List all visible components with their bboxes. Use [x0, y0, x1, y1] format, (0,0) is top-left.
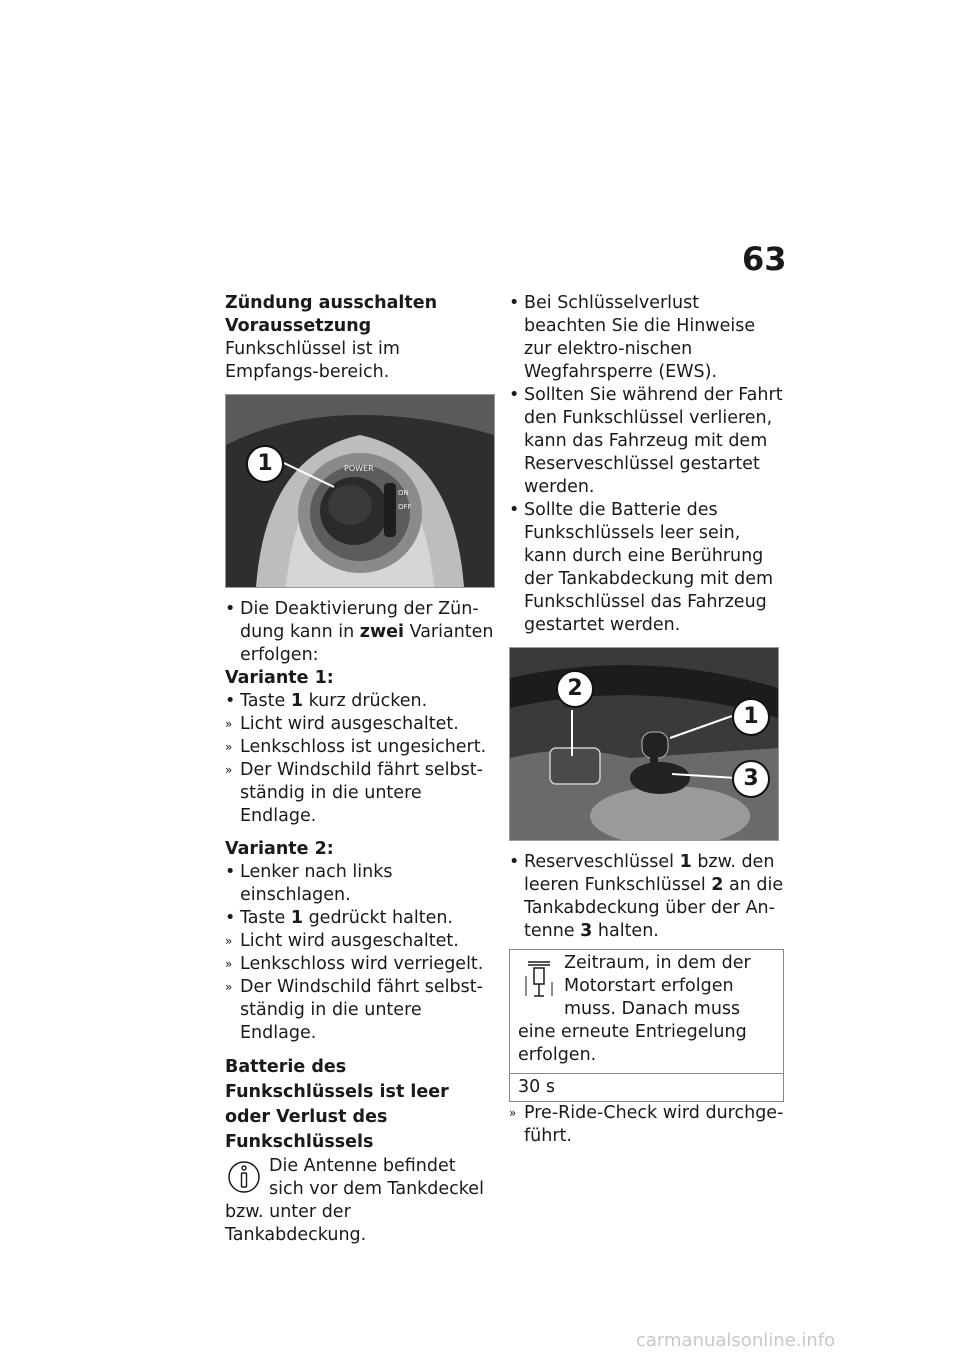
condition-heading: Voraussetzung — [225, 316, 372, 336]
callout-1: 1 — [732, 698, 770, 736]
v1-step-text-end: kurz drücken. — [303, 691, 428, 711]
v2-result: » Licht wird ausgeschaltet. — [225, 930, 495, 953]
page-number: 63 — [742, 240, 787, 278]
note-bullet: • Sollten Sie während der Fahrt den Funkschlüssel verlieren, kann das Fahrzeug mit dem Reserveschlüssel gestartet werden. — [509, 384, 784, 499]
timing-table — [509, 949, 784, 1102]
v2-step-text: Taste — [240, 908, 291, 928]
variant2-heading: Variante 2: — [225, 839, 334, 859]
note-bullet: • Bei Schlüsselverlust beachten Sie die Hinweise zur elektro-nischen Wegfahrsperre (EWS). — [509, 292, 784, 384]
info-icon — [227, 1157, 261, 1195]
timing-description: Zeitraum, in dem der Motorstart erfolgen muss. Danach muss eine erneute Entriegelung erfolgen. — [518, 953, 751, 1065]
info-text: Die Antenne befindet sich vor dem Tankdeckel bzw. unter der Tankabdeckung. — [225, 1156, 484, 1245]
ignition-switch-illustration — [226, 395, 494, 587]
timer-icon — [522, 956, 556, 1002]
intro-bullet — [225, 598, 495, 667]
left-column — [225, 292, 495, 1247]
intro-text-a: Die Deaktivierung der Zün-dung kann in — [240, 599, 479, 642]
tank-antenna-illustration — [510, 648, 778, 840]
step-num: 1 — [679, 852, 692, 872]
right-column — [509, 292, 784, 1148]
timing-description-cell — [510, 950, 783, 1074]
v2-step-num: 1 — [290, 908, 304, 928]
condition-text: Funkschlüssel ist im Empfangs-bereich. — [225, 339, 400, 382]
result-line: » Pre-Ride-Check wird durchge-führt. — [509, 1102, 784, 1148]
section-heading: Zündung ausschalten — [225, 293, 438, 313]
v1-result: » Der Windschild fährt selbst-ständig in die untere Endlage. — [225, 759, 495, 828]
power-label: POWER — [344, 464, 374, 473]
step-text: halten. — [592, 921, 659, 941]
v2-step-text-end: gedrückt halten. — [303, 908, 453, 928]
v1-result: » Licht wird ausgeschaltet. — [225, 713, 495, 736]
v2-step1: • Lenker nach links einschlagen. — [225, 861, 495, 907]
v2-result: » Lenkschloss wird verriegelt. — [225, 953, 495, 976]
timing-value: 30 s — [518, 1077, 555, 1097]
variant1-heading: Variante 1: — [225, 668, 334, 688]
step-num: 3 — [580, 921, 593, 941]
tank-antenna-figure — [509, 647, 779, 841]
callout-3: 3 — [732, 760, 770, 798]
intro-emphasis: zwei — [359, 622, 405, 642]
intro-text-c: Varianten erfolgen: — [240, 622, 494, 665]
step-text: Reserveschlüssel — [524, 852, 680, 872]
step-num: 2 — [711, 875, 724, 895]
callout-1: 1 — [246, 445, 284, 483]
step-text: an die Tankabdeckung über der An-tenne — [524, 875, 784, 941]
note-bullet: • Sollte die Batterie des Funkschlüssels leer sein, kann durch eine Berührung der Tankabdeckung mit dem Funkschlüssel das Fahrzeug gestartet werden. — [509, 499, 784, 637]
v2-result: » Der Windschild fährt selbst-ständig in die untere Endlage. — [225, 976, 495, 1045]
v1-step-text: Taste — [240, 691, 291, 711]
watermark: carmanualsonline.info — [636, 1330, 836, 1351]
on-label: ON — [398, 489, 409, 497]
v1-result: » Lenkschloss ist ungesichert. — [225, 736, 495, 759]
battery-heading: Batterie des Funkschlüssels ist leer oder Verlust des Funkschlüssels — [225, 1057, 449, 1152]
step-text: bzw. den leeren Funkschlüssel — [524, 852, 775, 895]
v1-step — [225, 690, 495, 713]
v1-step-num: 1 — [290, 691, 304, 711]
v2-step2 — [225, 907, 495, 930]
callout-2: 2 — [556, 670, 594, 708]
ignition-switch-figure — [225, 394, 495, 588]
info-note — [225, 1155, 495, 1247]
action-step — [509, 851, 784, 943]
off-label: OFF — [398, 503, 412, 511]
